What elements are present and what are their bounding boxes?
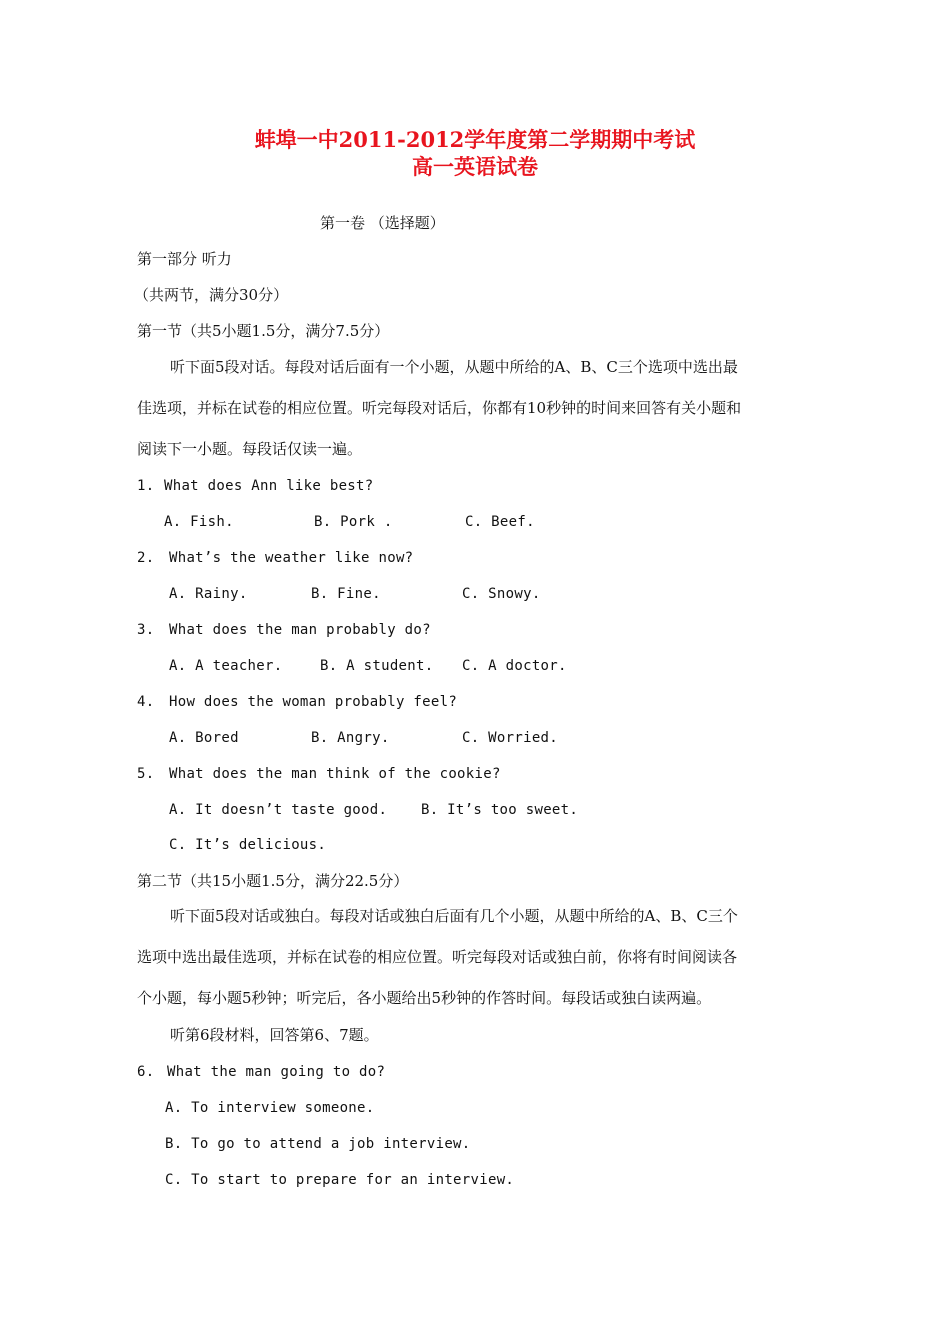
question-number: 6. bbox=[137, 1064, 155, 1080]
question-number: 4. bbox=[137, 694, 155, 710]
part1-heading: 第一部分 听力 bbox=[137, 250, 232, 268]
answer-option: A. Fish. bbox=[164, 514, 234, 530]
exam-subtitle: 高一英语试卷 bbox=[412, 154, 538, 179]
question-text: What does the man think of the cookie? bbox=[169, 766, 501, 782]
answer-option: B. It’s too sweet. bbox=[421, 802, 579, 818]
answer-option: B. Pork . bbox=[314, 514, 393, 530]
answer-option: B. To go to attend a job interview. bbox=[165, 1136, 471, 1152]
question-text: What the man going to do? bbox=[167, 1064, 386, 1080]
answer-option: B. Angry. bbox=[311, 730, 390, 746]
question-text: What does the man probably do? bbox=[169, 622, 431, 638]
part1-note: （共两节，满分30分） bbox=[134, 286, 289, 304]
section1-instructions-line: 佳选项，并标在试卷的相应位置。听完每段对话后，你都有10秒钟的时间来回答有关小题和 bbox=[137, 399, 742, 417]
answer-option: A. It doesn’t taste good. bbox=[169, 802, 388, 818]
answer-option: A. Bored bbox=[169, 730, 239, 746]
question-text: How does the woman probably feel? bbox=[169, 694, 458, 710]
answer-option: C. Snowy. bbox=[462, 586, 541, 602]
section2-instructions-line: 个小题，每小题5秒钟；听完后，各小题给出5秒钟的作答时间。每段话或独白读两遍。 bbox=[137, 989, 712, 1007]
answer-option: C. Worried. bbox=[462, 730, 559, 746]
question-number: 2. bbox=[137, 550, 155, 566]
exam-title: 蚌埠一中2011-2012学年度第二学期期中考试 bbox=[254, 127, 696, 152]
answer-option: C. A doctor. bbox=[462, 658, 567, 674]
answer-option: A. A teacher. bbox=[169, 658, 283, 674]
section1-heading: 第一节（共5小题1.5分，满分7.5分） bbox=[137, 322, 390, 340]
answer-option: B. Fine. bbox=[311, 586, 381, 602]
answer-option: C. It’s delicious. bbox=[169, 837, 327, 853]
question-text: What does Ann like best? bbox=[164, 478, 374, 494]
question-number: 1. bbox=[137, 478, 155, 494]
section1-instructions-line: 阅读下一小题。每段话仅读一遍。 bbox=[137, 440, 363, 458]
answer-option: B. A student. bbox=[320, 658, 434, 674]
question-number: 3. bbox=[137, 622, 155, 638]
answer-option: A. Rainy. bbox=[169, 586, 248, 602]
answer-option: C. Beef. bbox=[465, 514, 535, 530]
volume-title: 第一卷 （选择题） bbox=[320, 214, 445, 232]
answer-option: A. To interview someone. bbox=[165, 1100, 375, 1116]
section2-instructions-line: 选项中选出最佳选项，并标在试卷的相应位置。听完每段对话或独白前，你将有时间阅读各 bbox=[137, 948, 738, 966]
answer-option: C. To start to prepare for an interview. bbox=[165, 1172, 515, 1188]
section2-heading: 第二节（共15小题1.5分，满分22.5分） bbox=[137, 872, 409, 890]
question-number: 5. bbox=[137, 766, 155, 782]
material-note: 听第6段材料，回答第6、7题。 bbox=[170, 1026, 379, 1044]
section1-instructions-line: 听下面5段对话。每段对话后面有一个小题，从题中所给的A、B、C三个选项中选出最 bbox=[170, 358, 738, 376]
section2-instructions-line: 听下面5段对话或独白。每段对话或独白后面有几个小题，从题中所给的A、B、C三个 bbox=[170, 907, 738, 925]
question-text: What’s the weather like now? bbox=[169, 550, 414, 566]
